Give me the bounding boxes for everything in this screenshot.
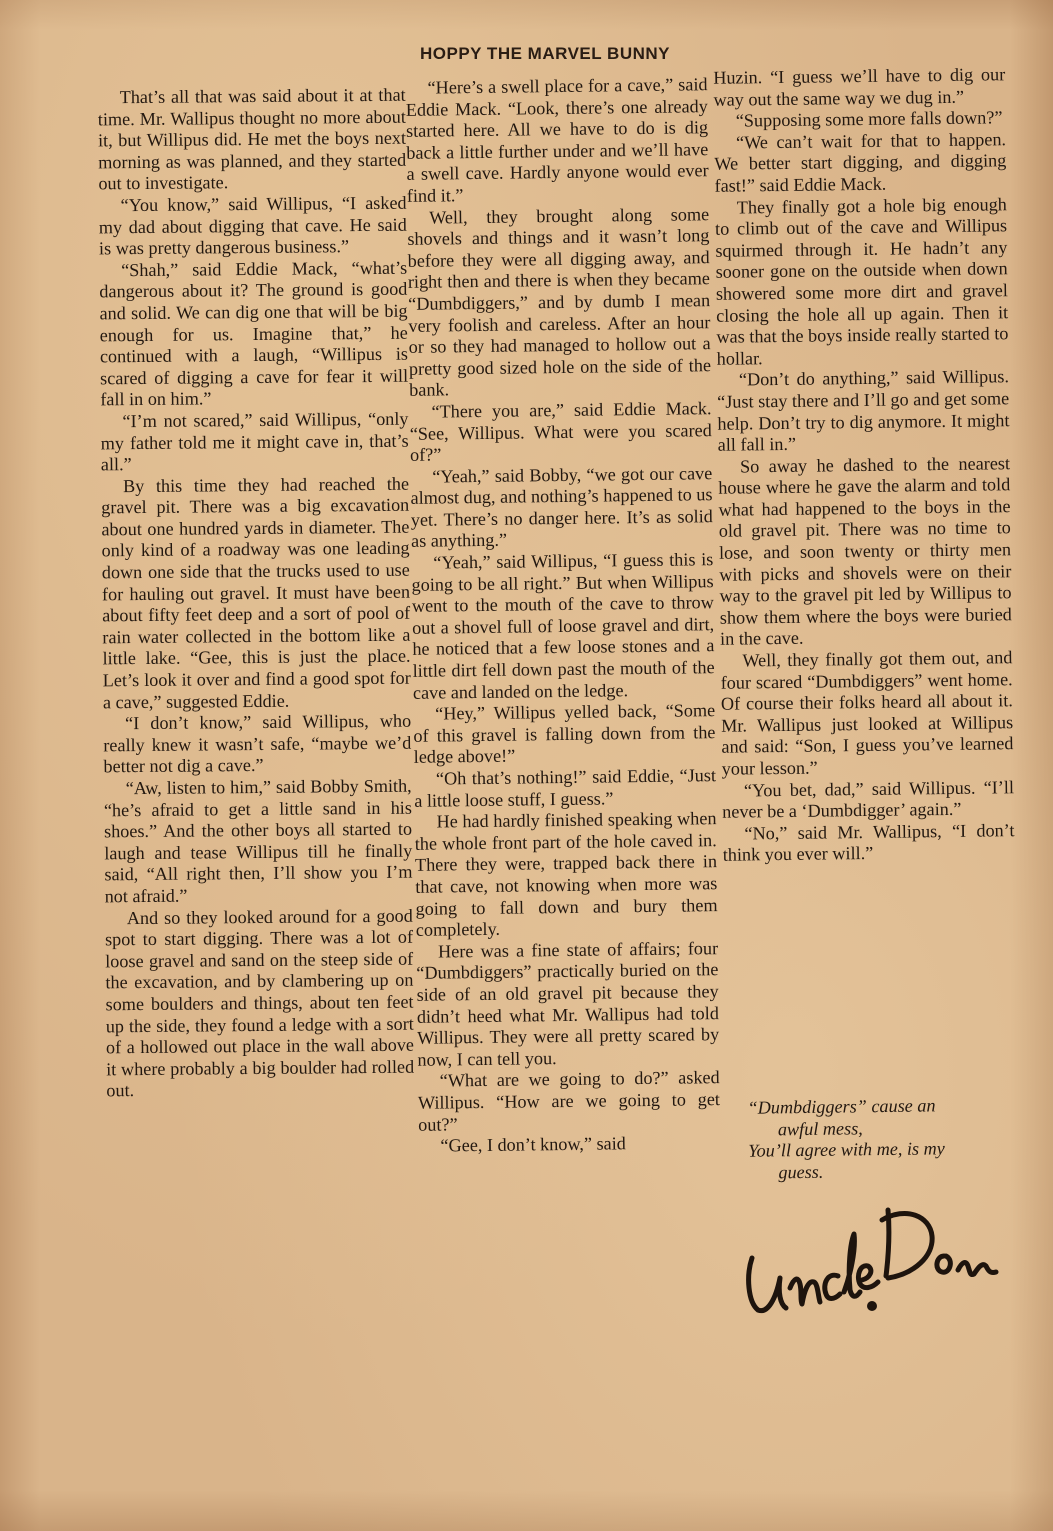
paragraph: “There you are,” said Eddie Mack. “See, Willipus. What were you scared of?” <box>409 398 712 465</box>
paragraph: “We can’t wait for that to happen. We better start digging, and digging fast!” said Eddie Mack. <box>714 129 1007 196</box>
paragraph: “I don’t know,” said Willipus, who really knew it wasn’t safe, “maybe we’d better not dig a cave.” <box>103 710 412 777</box>
story-column-1 <box>98 85 415 1103</box>
page-title: HOPPY THE MARVEL BUNNY <box>420 44 670 63</box>
paragraph: “Shah,” said Eddie Mack, “what’s dangerous about it? The ground is good and solid. We can dig one that will be big enough for us. Imagine that,” he continued with a laugh, “Willipus is scared of digging a cave for fear it will fall in on him.” <box>99 257 409 410</box>
paragraph: They finally got a hole big enough to climb out of the cave and Willipus squirmed through it. He hadn’t any sooner gone on the outside when down showered some more dirt and gravel closing the hole all up again. Then it was that the boys inside really started to hollar. <box>714 193 1009 369</box>
paragraph: “No,” said Mr. Wallipus, “I don’t think you ever will.” <box>722 819 1015 866</box>
paragraph: “Supposing some more falls down?” <box>735 107 1003 131</box>
story-column-2 <box>405 74 720 1157</box>
paragraph: “Here’s a swell place for a cave,” said Eddie Mack. “Look, there’s one already started here. All we have to do is dig back a little further under and we’ll have a swell cave. Hardly anyone would ever find it.” <box>405 74 709 206</box>
verse-line: guess. <box>778 1161 824 1183</box>
verse-line: You’ll agree with me, is my <box>748 1138 945 1161</box>
paragraph: “Oh that’s nothing!” said Eddie, “Just a little loose stuff, I guess.” <box>414 765 717 811</box>
paragraph: “You bet, dad,” said Willipus. “I’ll never be a ‘Dumbdigger’ again.” <box>722 776 1015 822</box>
closing-verse <box>747 1094 1028 1184</box>
story-column-3 <box>713 64 1015 866</box>
paragraph: Well, they brought along some shovels and things and it wasn’t long before they were all digging away, and right then and there is when they became “Dumbdiggers,” and by dumb I mean very foolish and careless. After an hour or so they had managed to hollow out a pretty good sized hole on the side of the bank. <box>407 203 712 401</box>
paragraph: And so they looked around for a good spot to start digging. There was a lot of loose gravel and sand on the steep side of the excavation, and by clambering up on some boulders and things, about ten feet up the side, they found a ledge with a sort of a hollowed out place in the wall above it where probably a big boulder had rolled out. <box>104 905 415 1101</box>
paragraph: So away he dashed to the nearest house where he gave the alarm and told what had happened to the boys in the old gravel pit. There was no time to lose, and soon twenty or thirty men with picks and shovels were on their way to the gravel pit led by Willipus to show them where the boys were buried in the cave. <box>718 452 1012 650</box>
paragraph: “You know,” said Willipus, “I asked my dad about digging that cave. He said is was pretty dangerous business.” <box>98 192 407 259</box>
paragraph: “I’m not scared,” said Willipus, “only my father told me it might cave in, that’s all.” <box>100 408 409 475</box>
verse-line: awful mess, <box>777 1117 863 1139</box>
signature-uncle-don <box>738 1180 1008 1330</box>
paragraph: “Yeah,” said Bobby, “we got our cave almost dug, and nothing’s happened to us yet. There’s no danger here. It’s as solid as anything.” <box>410 462 713 552</box>
paragraph: By this time they had reached the gravel pit. There was a big excavation about one hundred yards in diameter. The only kind of a roadway was one leading down one side that the trucks used to use for hauling out gravel. It must have been about fifty feet deep and a sort of pool of rain water collected in the bottom like a little lake. “Gee, this is just the place. Let’s look it over and find a good spot for a cave,” suggested Eddie. <box>101 473 411 712</box>
paragraph: “Hey,” Willipus yelled back, “Some of this gravel is falling down from the ledge above!” <box>413 700 716 768</box>
paragraph: “Aw, listen to him,” said Bobby Smith, “he’s afraid to get a little sand in his shoes.” And the other boys all started to laugh and tease Willipus till he finally said, “All right then, I’ll show you I’m not afraid.” <box>103 775 413 907</box>
paragraph: He had hardly finished speaking when the whole front part of the hole caved in. There they were, trapped back there in that cave, not knowing when more was going to fall down and bury them completely. <box>414 808 718 940</box>
paragraph: “Gee, I don’t know,” said <box>440 1133 626 1156</box>
paragraph: Well, they finally got them out, and four scared “Dumbdiggers” went home. Of course their folks heard all about it. Mr. Wallipus just looked at Willipus and said: “Son, I guess you’ve learned your lesson.” <box>720 647 1014 779</box>
paragraph: “What are we going to do?” asked Willipus. “How are we going to get out?” <box>417 1067 721 1135</box>
paragraph: Here was a fine state of affairs; four “Dumbdiggers” practically buried on the side of an old gravel pit because they didn’t heed what Mr. Wallipus had told Willipus. They were all pretty scared by now, I can tell you. <box>416 937 720 1070</box>
paragraph: “Yeah,” said Willipus, “I guess this is going to be all right.” But when Willipus went to the mouth of the cave to throw out a shovel full of loose gravel and dirt, he noticed that a few loose stones and a little dirt fell down past the mouth of the cave and landed on the ledge. <box>411 549 715 703</box>
paragraph: “Don’t do anything,” said Willipus. “Just stay there and I’ll go and get some help. Don’t try to dig anymore. It might all fall in.” <box>717 366 1010 455</box>
verse-line: “Dumbdiggers” cause an <box>747 1095 936 1118</box>
paragraph: Huzin. “I guess we’ll have to dig our way out the same way we dug in.” <box>713 64 1006 110</box>
paragraph: That’s all that was said about it at that time. Mr. Wallipus thought no more about it, but Willipus did. He met the boys next morning as was planned, and they started out to investigate. <box>97 84 407 194</box>
